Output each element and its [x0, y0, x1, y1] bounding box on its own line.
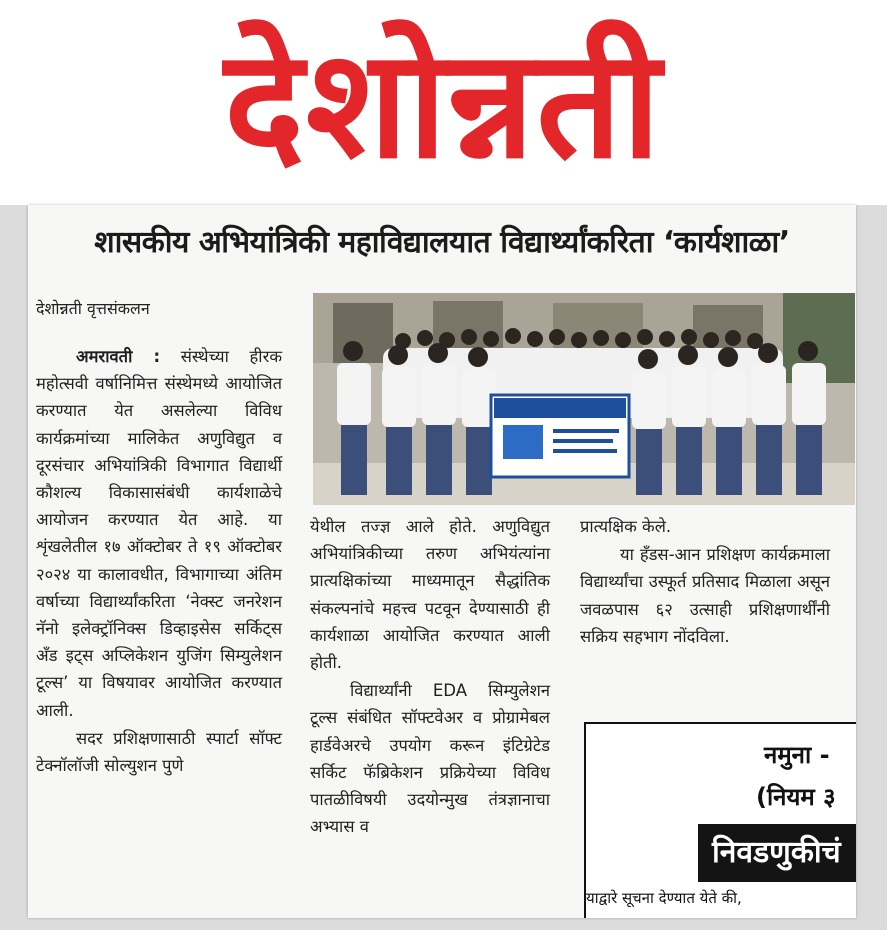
- article-paragraph: सदर प्रशिक्षणासाठी स्पार्टा सॉफ्ट टेक्नॉलॉजी सोल्युशन पुणे: [36, 728, 282, 776]
- notice-banner: निवडणुकीचं: [698, 824, 856, 882]
- article-paragraph: संस्थेच्या हीरक महोत्सवी वर्षानिमित्त संस्थेमध्ये आयोजित करण्यात येत असलेल्या विविध कार्यक्रमांच्या मालिकेत अणुविद्युत व दूरसंचार अभियांत्रिकी विभागात विद्यार्थी कौशल्य विकासासंबंधी कार्यशाळेचे आयोजन करण्यात येत आहे. या शृंखलेतील १७ ऑक्टोबर ते १९ ऑक्टोबर २०२४ या कालावधीत, विभागाच्या अंतिम वर्षाच्या विद्यार्थ्यांकरिता ‘नेक्स्ट जनरेशन नॅनो इलेक्ट्रॉनिक्स डिव्हाइसेस सर्किट्स अँड इट्स अप्लिकेशन युजिंग सिम्युलेशन टूल्स’ या विषयावर आयोजित करण्यात आली.: [36, 347, 282, 720]
- notice-rule-ref: (नियम ३: [756, 783, 836, 811]
- article-paragraph: विद्यार्थ्यांनी EDA सिम्युलेशन टूल्स संबंधित सॉफ्टवेअर व प्रोग्रामेबल हार्डवेअरचे उपयोग करून इंटिग्रेटेड सर्किट फॅब्रिकेशन प्रक्रियेच्या विविध पातळीविषयी उदयोन्मुख तंत्रज्ञानाचा अभ्यास व: [310, 681, 550, 837]
- newspaper-logo: देशोन्नती: [224, 18, 663, 192]
- notice-form-title: नमुना -: [764, 741, 830, 769]
- article-column-2: [310, 513, 550, 840]
- article-headline: शासकीय अभियांत्रिकी महाविद्यालयात विद्यार्थ्यांकरिता ‘कार्यशाळा’: [94, 225, 790, 260]
- masthead: [0, 0, 887, 205]
- article-dateline: अमरावती :: [76, 347, 161, 366]
- article-paragraph: या हँडस-आन प्रशिक्षण कार्यक्रमाला विद्यार्थ्यांचा उस्फूर्त प्रतिसाद मिळाला असून जवळपास ६२ उत्साही प्रशिक्षणार्थींनी सक्रिय सहभाग नोंदविला.: [580, 545, 830, 646]
- article-paragraph: प्रात्यक्षिक केले.: [580, 517, 672, 536]
- article-byline: देशोन्नती वृत्तसंकलन: [36, 299, 150, 318]
- group-photo-illustration: [313, 293, 855, 505]
- article-paragraph: येथील तज्ज्ञ आले होते. अणुविद्युत अभियांत्रिकीच्या तरुण अभियंत्यांना प्रात्यक्षिकांच्या माध्यमातून सैद्धांतिक संकल्पनांचे महत्त्व पटवून देण्यासाठी ही कार्यशाळा आयोजित करण्यात आली होती.: [310, 517, 550, 673]
- notice-footer-text: याद्वारे सूचना देण्यात येते की,: [586, 889, 742, 907]
- article-column-3: [580, 513, 830, 650]
- article-column-1: [36, 343, 282, 779]
- public-notice-box: [584, 722, 856, 918]
- news-clipping: [28, 205, 856, 918]
- group-photo: [313, 293, 855, 505]
